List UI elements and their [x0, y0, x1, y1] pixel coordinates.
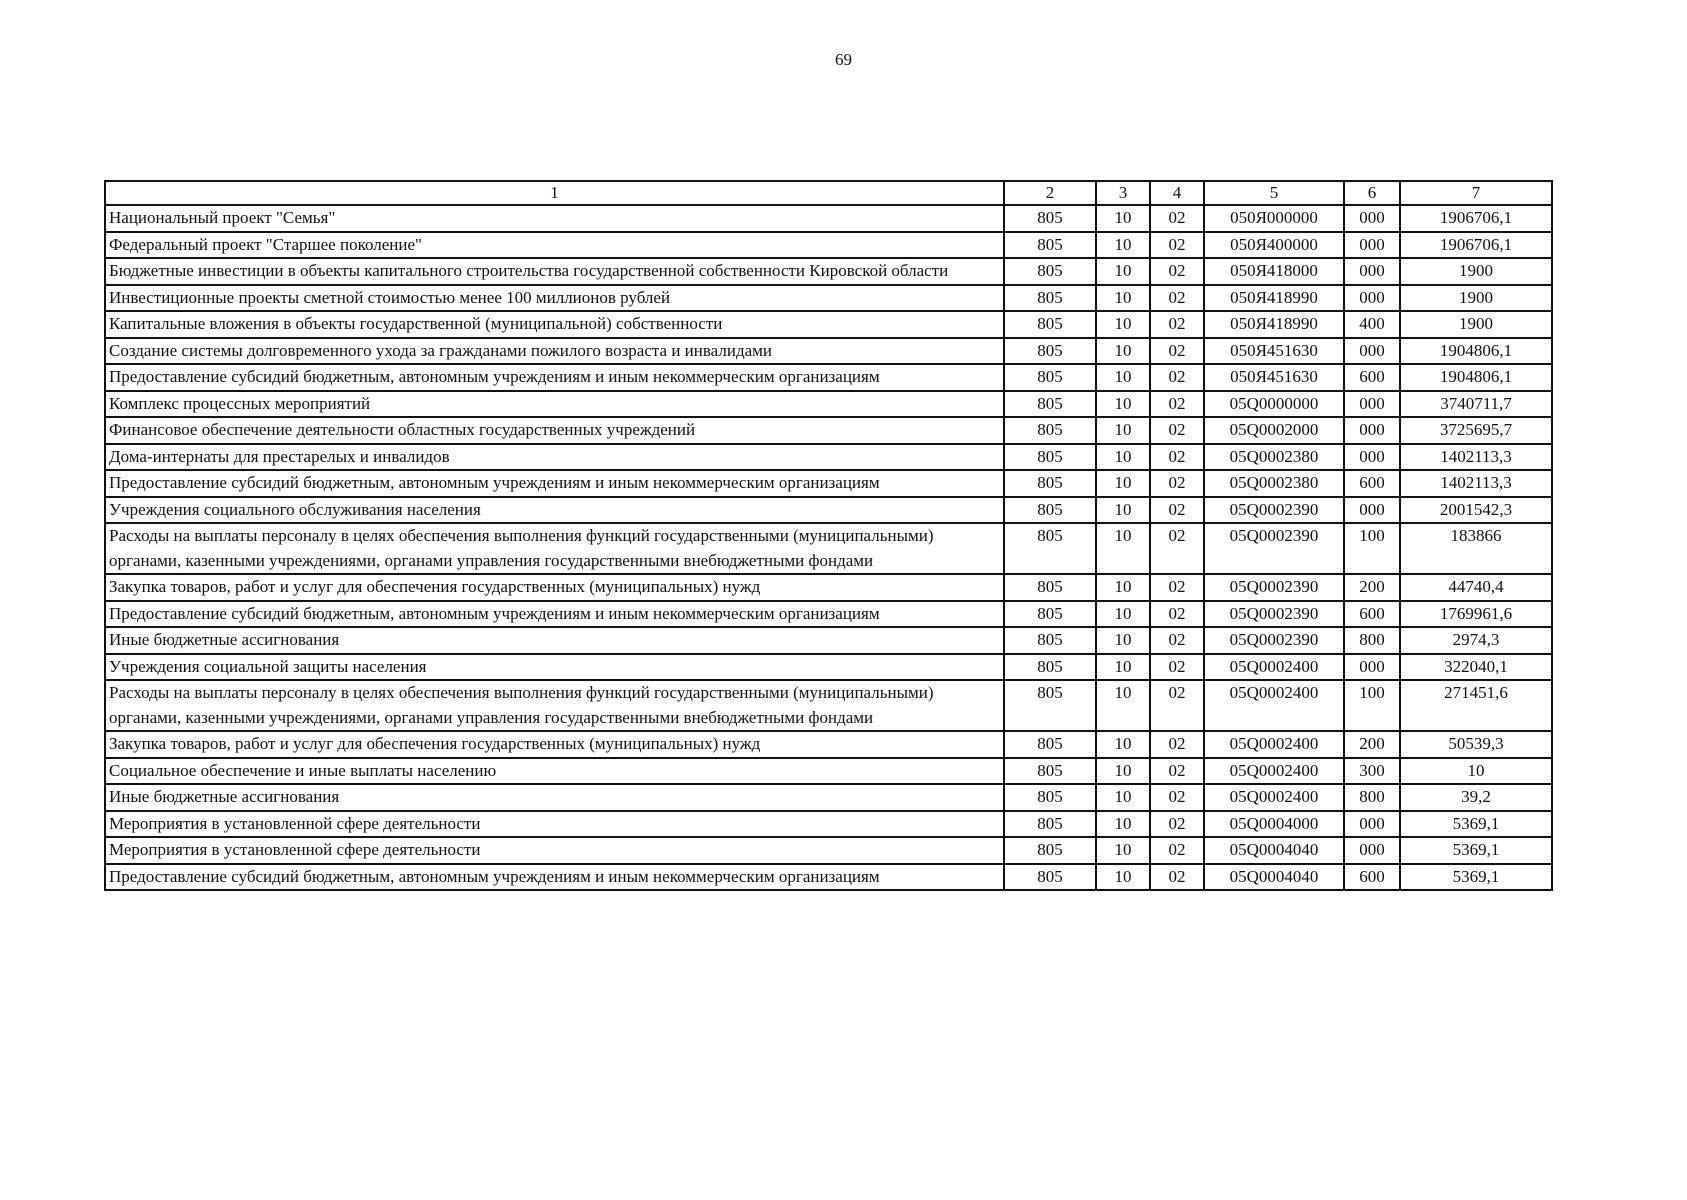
row-name-cell: Расходы на выплаты персоналу в целях обеспечения выполнения функций государственными (муниципальными) органами, казенными учреждениями, органами управления государственными внебюджетными фондами — [105, 523, 1004, 574]
target-article-cell: 05Q0004040 — [1204, 864, 1344, 891]
table-row — [105, 205, 1552, 232]
subsection-code-cell: 02 — [1150, 758, 1204, 785]
amount-cell: 1900 — [1400, 311, 1552, 338]
table-row — [105, 731, 1552, 758]
target-article-cell: 050Я418990 — [1204, 285, 1344, 312]
row-name-cell: Дома-интернаты для престарелых и инвалидов — [105, 444, 1004, 471]
subsection-code-cell: 02 — [1150, 864, 1204, 891]
target-article-cell: 05Q0002400 — [1204, 784, 1344, 811]
section-code-cell: 10 — [1096, 758, 1150, 785]
expense-type-cell: 000 — [1344, 258, 1400, 285]
ministry-code-cell: 805 — [1004, 364, 1096, 391]
target-article-cell: 05Q0000000 — [1204, 391, 1344, 418]
table-row — [105, 364, 1552, 391]
ministry-code-cell: 805 — [1004, 784, 1096, 811]
target-article-cell: 05Q0004040 — [1204, 837, 1344, 864]
ministry-code-cell: 805 — [1004, 470, 1096, 497]
section-code-cell: 10 — [1096, 258, 1150, 285]
row-name-cell: Расходы на выплаты персоналу в целях обеспечения выполнения функций государственными (муниципальными) органами, казенными учреждениями, органами управления государственными внебюджетными фондами — [105, 680, 1004, 731]
amount-cell: 44740,4 — [1400, 574, 1552, 601]
table-row — [105, 232, 1552, 259]
budget-table — [104, 180, 1553, 891]
expense-type-cell: 000 — [1344, 285, 1400, 312]
subsection-code-cell: 02 — [1150, 338, 1204, 365]
table-row — [105, 758, 1552, 785]
section-code-cell: 10 — [1096, 444, 1150, 471]
row-name-cell: Комплекс процессных мероприятий — [105, 391, 1004, 418]
column-header-6: 6 — [1344, 181, 1400, 205]
row-name-cell: Закупка товаров, работ и услуг для обеспечения государственных (муниципальных) нужд — [105, 731, 1004, 758]
target-article-cell: 050Я451630 — [1204, 338, 1344, 365]
expense-type-cell: 400 — [1344, 311, 1400, 338]
table-row — [105, 444, 1552, 471]
target-article-cell: 05Q0002390 — [1204, 574, 1344, 601]
subsection-code-cell: 02 — [1150, 444, 1204, 471]
expense-type-cell: 000 — [1344, 444, 1400, 471]
section-code-cell: 10 — [1096, 364, 1150, 391]
subsection-code-cell: 02 — [1150, 654, 1204, 681]
expense-type-cell: 800 — [1344, 627, 1400, 654]
row-name-cell: Предоставление субсидий бюджетным, автономным учреждениям и иным некоммерческим организациям — [105, 470, 1004, 497]
target-article-cell: 050Я418000 — [1204, 258, 1344, 285]
expense-type-cell: 000 — [1344, 417, 1400, 444]
row-name-cell: Учреждения социальной защиты населения — [105, 654, 1004, 681]
column-header-1: 1 — [105, 181, 1004, 205]
table-row — [105, 391, 1552, 418]
table-row — [105, 285, 1552, 312]
table-row — [105, 417, 1552, 444]
amount-cell: 3725695,7 — [1400, 417, 1552, 444]
expense-type-cell: 100 — [1344, 680, 1400, 731]
amount-cell: 3740711,7 — [1400, 391, 1552, 418]
subsection-code-cell: 02 — [1150, 601, 1204, 628]
ministry-code-cell: 805 — [1004, 601, 1096, 628]
row-name-cell: Финансовое обеспечение деятельности областных государственных учреждений — [105, 417, 1004, 444]
subsection-code-cell: 02 — [1150, 523, 1204, 574]
section-code-cell: 10 — [1096, 627, 1150, 654]
section-code-cell: 10 — [1096, 731, 1150, 758]
expense-type-cell: 800 — [1344, 784, 1400, 811]
ministry-code-cell: 805 — [1004, 444, 1096, 471]
amount-cell: 1906706,1 — [1400, 232, 1552, 259]
ministry-code-cell: 805 — [1004, 731, 1096, 758]
target-article-cell: 05Q0002400 — [1204, 758, 1344, 785]
section-code-cell: 10 — [1096, 811, 1150, 838]
ministry-code-cell: 805 — [1004, 680, 1096, 731]
table-row — [105, 680, 1552, 731]
subsection-code-cell: 02 — [1150, 205, 1204, 232]
table-row — [105, 497, 1552, 524]
expense-type-cell: 000 — [1344, 497, 1400, 524]
amount-cell: 39,2 — [1400, 784, 1552, 811]
table-row — [105, 470, 1552, 497]
amount-cell: 2001542,3 — [1400, 497, 1552, 524]
target-article-cell: 05Q0002380 — [1204, 470, 1344, 497]
amount-cell: 5369,1 — [1400, 811, 1552, 838]
subsection-code-cell: 02 — [1150, 731, 1204, 758]
target-article-cell: 05Q0002400 — [1204, 731, 1344, 758]
column-number-row — [105, 181, 1552, 205]
section-code-cell: 10 — [1096, 601, 1150, 628]
row-name-cell: Мероприятия в установленной сфере деятельности — [105, 837, 1004, 864]
ministry-code-cell: 805 — [1004, 864, 1096, 891]
section-code-cell: 10 — [1096, 417, 1150, 444]
ministry-code-cell: 805 — [1004, 758, 1096, 785]
amount-cell: 5369,1 — [1400, 837, 1552, 864]
table-row — [105, 311, 1552, 338]
subsection-code-cell: 02 — [1150, 311, 1204, 338]
column-header-5: 5 — [1204, 181, 1344, 205]
column-header-7: 7 — [1400, 181, 1552, 205]
row-name-cell: Федеральный проект "Старшее поколение" — [105, 232, 1004, 259]
subsection-code-cell: 02 — [1150, 258, 1204, 285]
target-article-cell: 05Q0002380 — [1204, 444, 1344, 471]
section-code-cell: 10 — [1096, 864, 1150, 891]
expense-type-cell: 300 — [1344, 758, 1400, 785]
column-header-3: 3 — [1096, 181, 1150, 205]
target-article-cell: 05Q0002390 — [1204, 523, 1344, 574]
amount-cell: 183866 — [1400, 523, 1552, 574]
row-name-cell: Учреждения социального обслуживания населения — [105, 497, 1004, 524]
target-article-cell: 050Я418990 — [1204, 311, 1344, 338]
amount-cell: 1900 — [1400, 285, 1552, 312]
amount-cell: 1904806,1 — [1400, 364, 1552, 391]
subsection-code-cell: 02 — [1150, 627, 1204, 654]
ministry-code-cell: 805 — [1004, 837, 1096, 864]
ministry-code-cell: 805 — [1004, 205, 1096, 232]
amount-cell: 1900 — [1400, 258, 1552, 285]
ministry-code-cell: 805 — [1004, 574, 1096, 601]
subsection-code-cell: 02 — [1150, 364, 1204, 391]
target-article-cell: 05Q0002000 — [1204, 417, 1344, 444]
expense-type-cell: 000 — [1344, 338, 1400, 365]
expense-type-cell: 000 — [1344, 232, 1400, 259]
subsection-code-cell: 02 — [1150, 680, 1204, 731]
section-code-cell: 10 — [1096, 784, 1150, 811]
section-code-cell: 10 — [1096, 205, 1150, 232]
row-name-cell: Иные бюджетные ассигнования — [105, 784, 1004, 811]
ministry-code-cell: 805 — [1004, 417, 1096, 444]
expense-type-cell: 600 — [1344, 470, 1400, 497]
expense-type-cell: 000 — [1344, 811, 1400, 838]
row-name-cell: Закупка товаров, работ и услуг для обеспечения государственных (муниципальных) нужд — [105, 574, 1004, 601]
section-code-cell: 10 — [1096, 285, 1150, 312]
subsection-code-cell: 02 — [1150, 417, 1204, 444]
section-code-cell: 10 — [1096, 654, 1150, 681]
section-code-cell: 10 — [1096, 391, 1150, 418]
row-name-cell: Предоставление субсидий бюджетным, автономным учреждениям и иным некоммерческим организациям — [105, 601, 1004, 628]
column-header-2: 2 — [1004, 181, 1096, 205]
table-row — [105, 837, 1552, 864]
section-code-cell: 10 — [1096, 497, 1150, 524]
table-row — [105, 574, 1552, 601]
row-name-cell: Национальный проект "Семья" — [105, 205, 1004, 232]
table-row — [105, 811, 1552, 838]
section-code-cell: 10 — [1096, 470, 1150, 497]
row-name-cell: Социальное обеспечение и иные выплаты населению — [105, 758, 1004, 785]
expense-type-cell: 000 — [1344, 837, 1400, 864]
section-code-cell: 10 — [1096, 680, 1150, 731]
amount-cell: 1904806,1 — [1400, 338, 1552, 365]
target-article-cell: 050Я000000 — [1204, 205, 1344, 232]
ministry-code-cell: 805 — [1004, 311, 1096, 338]
target-article-cell: 05Q0002400 — [1204, 680, 1344, 731]
ministry-code-cell: 805 — [1004, 654, 1096, 681]
table-row — [105, 338, 1552, 365]
subsection-code-cell: 02 — [1150, 837, 1204, 864]
row-name-cell: Мероприятия в установленной сфере деятельности — [105, 811, 1004, 838]
subsection-code-cell: 02 — [1150, 497, 1204, 524]
section-code-cell: 10 — [1096, 232, 1150, 259]
subsection-code-cell: 02 — [1150, 574, 1204, 601]
row-name-cell: Предоставление субсидий бюджетным, автономным учреждениям и иным некоммерческим организациям — [105, 864, 1004, 891]
subsection-code-cell: 02 — [1150, 470, 1204, 497]
column-header-4: 4 — [1150, 181, 1204, 205]
amount-cell: 1402113,3 — [1400, 470, 1552, 497]
ministry-code-cell: 805 — [1004, 523, 1096, 574]
amount-cell: 322040,1 — [1400, 654, 1552, 681]
ministry-code-cell: 805 — [1004, 391, 1096, 418]
section-code-cell: 10 — [1096, 574, 1150, 601]
ministry-code-cell: 805 — [1004, 232, 1096, 259]
expense-type-cell: 000 — [1344, 391, 1400, 418]
table-row — [105, 601, 1552, 628]
row-name-cell: Предоставление субсидий бюджетным, автономным учреждениям и иным некоммерческим организациям — [105, 364, 1004, 391]
row-name-cell: Создание системы долговременного ухода за гражданами пожилого возраста и инвалидами — [105, 338, 1004, 365]
row-name-cell: Иные бюджетные ассигнования — [105, 627, 1004, 654]
expense-type-cell: 600 — [1344, 364, 1400, 391]
expense-type-cell: 600 — [1344, 864, 1400, 891]
amount-cell: 10 — [1400, 758, 1552, 785]
ministry-code-cell: 805 — [1004, 627, 1096, 654]
target-article-cell: 05Q0002390 — [1204, 601, 1344, 628]
target-article-cell: 050Я451630 — [1204, 364, 1344, 391]
expense-type-cell: 200 — [1344, 574, 1400, 601]
table-body — [105, 205, 1552, 890]
ministry-code-cell: 805 — [1004, 338, 1096, 365]
ministry-code-cell: 805 — [1004, 285, 1096, 312]
table-row — [105, 258, 1552, 285]
target-article-cell: 05Q0002400 — [1204, 654, 1344, 681]
amount-cell: 271451,6 — [1400, 680, 1552, 731]
row-name-cell: Капитальные вложения в объекты государственной (муниципальной) собственности — [105, 311, 1004, 338]
ministry-code-cell: 805 — [1004, 258, 1096, 285]
ministry-code-cell: 805 — [1004, 497, 1096, 524]
table-row — [105, 627, 1552, 654]
row-name-cell: Бюджетные инвестиции в объекты капитального строительства государственной собственности Кировской области — [105, 258, 1004, 285]
expense-type-cell: 100 — [1344, 523, 1400, 574]
table-row — [105, 864, 1552, 891]
amount-cell: 2974,3 — [1400, 627, 1552, 654]
section-code-cell: 10 — [1096, 523, 1150, 574]
target-article-cell: 050Я400000 — [1204, 232, 1344, 259]
expense-type-cell: 600 — [1344, 601, 1400, 628]
table-row — [105, 523, 1552, 574]
amount-cell: 1769961,6 — [1400, 601, 1552, 628]
row-name-cell: Инвестиционные проекты сметной стоимостью менее 100 миллионов рублей — [105, 285, 1004, 312]
target-article-cell: 05Q0002390 — [1204, 497, 1344, 524]
page-number: 69 — [835, 50, 852, 69]
subsection-code-cell: 02 — [1150, 391, 1204, 418]
subsection-code-cell: 02 — [1150, 285, 1204, 312]
target-article-cell: 05Q0002390 — [1204, 627, 1344, 654]
table-row — [105, 784, 1552, 811]
expense-type-cell: 200 — [1344, 731, 1400, 758]
amount-cell: 1906706,1 — [1400, 205, 1552, 232]
subsection-code-cell: 02 — [1150, 232, 1204, 259]
expense-type-cell: 000 — [1344, 205, 1400, 232]
section-code-cell: 10 — [1096, 338, 1150, 365]
subsection-code-cell: 02 — [1150, 811, 1204, 838]
subsection-code-cell: 02 — [1150, 784, 1204, 811]
section-code-cell: 10 — [1096, 311, 1150, 338]
amount-cell: 1402113,3 — [1400, 444, 1552, 471]
table-row — [105, 654, 1552, 681]
target-article-cell: 05Q0004000 — [1204, 811, 1344, 838]
section-code-cell: 10 — [1096, 837, 1150, 864]
expense-type-cell: 000 — [1344, 654, 1400, 681]
amount-cell: 50539,3 — [1400, 731, 1552, 758]
amount-cell: 5369,1 — [1400, 864, 1552, 891]
ministry-code-cell: 805 — [1004, 811, 1096, 838]
